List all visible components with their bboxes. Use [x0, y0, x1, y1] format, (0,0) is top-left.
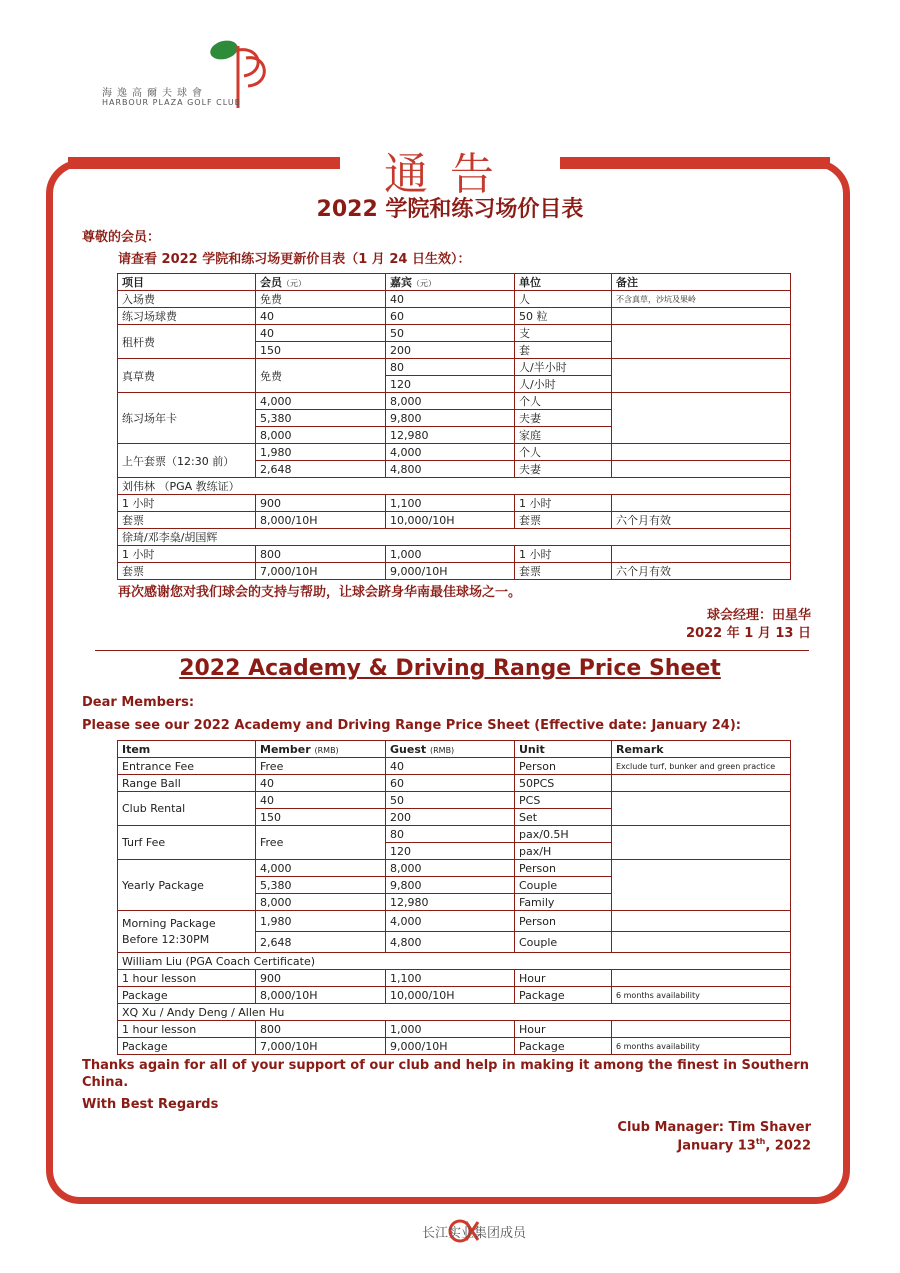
cell: Couple — [515, 932, 612, 953]
cell: Yearly Package — [118, 860, 256, 911]
header-unit: Unit — [515, 741, 612, 758]
cell: 4,800 — [386, 932, 515, 953]
cell: 800 — [256, 1021, 386, 1038]
coach-row: 刘伟林 （PGA 教练证） — [118, 478, 791, 495]
cell: 40 — [256, 792, 386, 809]
cell: 80 — [386, 359, 515, 376]
table-row — [118, 775, 791, 792]
cell: Morning Package Before 12:30PM — [118, 911, 256, 953]
cell — [612, 359, 791, 393]
cell: 1 小时 — [118, 495, 256, 512]
table-row — [118, 1038, 791, 1055]
cell: 上午套票（12:30 前） — [118, 444, 256, 478]
cn-thanks: 再次感谢您对我们球会的支持与帮助，让球会跻身华南最佳球场之一。 — [118, 585, 522, 600]
cell: 套票 — [118, 563, 256, 580]
header-remark: 备注 — [612, 274, 791, 291]
cell: Hour — [515, 1021, 612, 1038]
header-item: Item — [118, 741, 256, 758]
cell: 50 粒 — [515, 308, 612, 325]
cell: Person — [515, 758, 612, 775]
cell: Couple — [515, 877, 612, 894]
header-guest: 嘉宾（元） — [386, 274, 515, 291]
cell: 人/小时 — [515, 376, 612, 393]
cell: 50 — [386, 792, 515, 809]
cell: 120 — [386, 376, 515, 393]
cell: 50 — [386, 325, 515, 342]
table-row — [118, 741, 791, 758]
cell: 6 months availability — [612, 1038, 791, 1055]
cell: 9,800 — [386, 410, 515, 427]
cell: 个人 — [515, 393, 612, 410]
cell: 150 — [256, 809, 386, 826]
cell: 8,000/10H — [256, 987, 386, 1004]
cell — [612, 826, 791, 860]
cell — [612, 325, 791, 359]
cn-date: 2022 年 1 月 13 日 — [686, 626, 811, 641]
en-title: 2022 Academy & Driving Range Price Sheet — [179, 656, 721, 681]
cell: Person — [515, 911, 612, 932]
cell: 7,000/10H — [256, 563, 386, 580]
header-unit: 单位 — [515, 274, 612, 291]
table-row — [118, 393, 791, 410]
cell: 4,000 — [256, 393, 386, 410]
cell: 免费 — [256, 291, 386, 308]
en-thanks: Thanks again for all of your support of our club and help in making it among the finest in Southern China. — [82, 1058, 809, 1090]
cell — [612, 393, 791, 444]
cell: 真草费 — [118, 359, 256, 393]
cell: 200 — [386, 342, 515, 359]
cell: 8,000/10H — [256, 512, 386, 529]
cell: 4,000 — [386, 911, 515, 932]
coach-row: William Liu (PGA Coach Certificate) — [118, 953, 791, 970]
cell: Exclude turf, bunker and green practice — [612, 758, 791, 775]
cell: 900 — [256, 495, 386, 512]
cell: Club Rental — [118, 792, 256, 826]
en-intro: Please see our 2022 Academy and Driving Range Price Sheet (Effective date: January 24): — [82, 718, 741, 733]
cell: 租杆费 — [118, 325, 256, 359]
cell: 支 — [515, 325, 612, 342]
cn-greeting: 尊敬的会员： — [82, 230, 161, 245]
cell: Package — [515, 987, 612, 1004]
cell: 练习场球费 — [118, 308, 256, 325]
en-greeting: Dear Members: — [82, 695, 195, 710]
cell: Package — [118, 1038, 256, 1055]
coach-row: 徐琦/邓李燊/胡国辉 — [118, 529, 791, 546]
cell — [612, 775, 791, 792]
cell: Person — [515, 860, 612, 877]
cn-title: 2022 学院和练习场价目表 — [316, 197, 584, 222]
header-guest: Guest (RMB) — [386, 741, 515, 758]
coach-row: XQ Xu / Andy Deng / Allen Hu — [118, 1004, 791, 1021]
cell: 4,000 — [386, 444, 515, 461]
cell: 8,000 — [256, 427, 386, 444]
cell: pax/0.5H — [515, 826, 612, 843]
cell: 1 小时 — [515, 546, 612, 563]
cell: Free — [256, 758, 386, 775]
table-row — [118, 758, 791, 775]
cell: 夫妻 — [515, 461, 612, 478]
cell: 练习场年卡 — [118, 393, 256, 444]
cell: 1,980 — [256, 911, 386, 932]
cell: 8,000 — [386, 393, 515, 410]
cell: 2,648 — [256, 461, 386, 478]
table-row — [118, 826, 791, 843]
header-member: Member (RMB) — [256, 741, 386, 758]
cell: 9,800 — [386, 877, 515, 894]
cell: 60 — [386, 308, 515, 325]
cell: 夫妻 — [515, 410, 612, 427]
table-row — [118, 792, 791, 809]
header-item: 项目 — [118, 274, 256, 291]
cell — [612, 444, 791, 461]
en-manager: Club Manager: Tim Shaver — [617, 1120, 811, 1135]
table-row — [118, 911, 791, 932]
cell: 9,000/10H — [386, 1038, 515, 1055]
cell: 人 — [515, 291, 612, 308]
cell: 不含真草，沙坑及果岭 — [612, 291, 791, 308]
cell: Entrance Fee — [118, 758, 256, 775]
cn-price-table — [117, 273, 791, 580]
cell — [612, 970, 791, 987]
cell: 7,000/10H — [256, 1038, 386, 1055]
cell: 120 — [386, 843, 515, 860]
cell: 40 — [386, 291, 515, 308]
en-price-table — [117, 740, 791, 1055]
cell: 1,000 — [386, 546, 515, 563]
cell: 50PCS — [515, 775, 612, 792]
cell: 套 — [515, 342, 612, 359]
cell: Turf Fee — [118, 826, 256, 860]
table-row — [118, 953, 791, 970]
cell: 10,000/10H — [386, 512, 515, 529]
cell: 5,380 — [256, 410, 386, 427]
table-row — [118, 546, 791, 563]
cell — [612, 546, 791, 563]
cell — [612, 932, 791, 953]
cell: 6 months availability — [612, 987, 791, 1004]
cell: 60 — [386, 775, 515, 792]
cell: 1,100 — [386, 495, 515, 512]
table-row — [118, 1021, 791, 1038]
cell: Range Ball — [118, 775, 256, 792]
en-date: January 13th, 2022 — [677, 1137, 811, 1154]
cell: Package — [515, 1038, 612, 1055]
cell: 套票 — [515, 512, 612, 529]
cell: 9,000/10H — [386, 563, 515, 580]
table-row — [118, 1004, 791, 1021]
table-row — [118, 291, 791, 308]
table-row — [118, 478, 791, 495]
cell — [612, 1021, 791, 1038]
table-row — [118, 359, 791, 376]
cell: PCS — [515, 792, 612, 809]
table-row — [118, 563, 791, 580]
cell: 12,980 — [386, 894, 515, 911]
logo-cn-text: 海逸高爾夫球會 — [102, 88, 207, 99]
cell: 150 — [256, 342, 386, 359]
table-row — [118, 444, 791, 461]
header-remark: Remark — [612, 741, 791, 758]
cell: Hour — [515, 970, 612, 987]
cell: 个人 — [515, 444, 612, 461]
table-row — [118, 274, 791, 291]
cell: 1 小时 — [118, 546, 256, 563]
cell: 免费 — [256, 359, 386, 393]
cell: Set — [515, 809, 612, 826]
cell: 8,000 — [386, 860, 515, 877]
cell: Family — [515, 894, 612, 911]
cell: 40 — [256, 775, 386, 792]
cell: pax/H — [515, 843, 612, 860]
cell: 套票 — [118, 512, 256, 529]
cell — [612, 792, 791, 826]
cell: 入场费 — [118, 291, 256, 308]
cell — [612, 495, 791, 512]
cell: 1 hour lesson — [118, 970, 256, 987]
cell: 1,100 — [386, 970, 515, 987]
cell: 4,800 — [386, 461, 515, 478]
table-row — [118, 512, 791, 529]
frame-bar-right — [560, 157, 830, 169]
cell: 1,980 — [256, 444, 386, 461]
cell: 5,380 — [256, 877, 386, 894]
section-divider — [95, 650, 809, 651]
cell: 1 小时 — [515, 495, 612, 512]
table-row — [118, 860, 791, 877]
cell: 40 — [256, 325, 386, 342]
en-regards: With Best Regards — [82, 1097, 219, 1112]
cell: 800 — [256, 546, 386, 563]
cell — [612, 461, 791, 478]
cn-manager: 球会经理：田星华 — [706, 608, 811, 623]
cell: 900 — [256, 970, 386, 987]
cell: 1,000 — [386, 1021, 515, 1038]
table-row — [118, 325, 791, 342]
cell — [612, 308, 791, 325]
cell: Package — [118, 987, 256, 1004]
cell: 人/半小时 — [515, 359, 612, 376]
notice-heading: 通告 — [384, 149, 516, 200]
cell: 家庭 — [515, 427, 612, 444]
cell: 40 — [386, 758, 515, 775]
cell: 2,648 — [256, 932, 386, 953]
cell: Free — [256, 826, 386, 860]
cn-intro: 请查看 2022 学院和练习场更新价目表（1 月 24 日生效）： — [118, 252, 471, 267]
cell: 80 — [386, 826, 515, 843]
cell: 1 hour lesson — [118, 1021, 256, 1038]
cell: 40 — [256, 308, 386, 325]
table-row — [118, 529, 791, 546]
cell: 200 — [386, 809, 515, 826]
table-row — [118, 970, 791, 987]
table-row — [118, 308, 791, 325]
cell: 12,980 — [386, 427, 515, 444]
cell: 套票 — [515, 563, 612, 580]
logo-en-text: HARBOUR PLAZA GOLF CLUB — [102, 98, 242, 107]
cell — [612, 860, 791, 911]
cell: 4,000 — [256, 860, 386, 877]
footer-text: 长江实业集团成员 — [422, 1226, 527, 1241]
cell: 六个月有效 — [612, 563, 791, 580]
cell: 10,000/10H — [386, 987, 515, 1004]
cell — [612, 911, 791, 932]
header-member: 会员（元） — [256, 274, 386, 291]
frame-bar-left — [68, 157, 340, 169]
table-row — [118, 987, 791, 1004]
cell: 六个月有效 — [612, 512, 791, 529]
table-row — [118, 495, 791, 512]
cell: 8,000 — [256, 894, 386, 911]
